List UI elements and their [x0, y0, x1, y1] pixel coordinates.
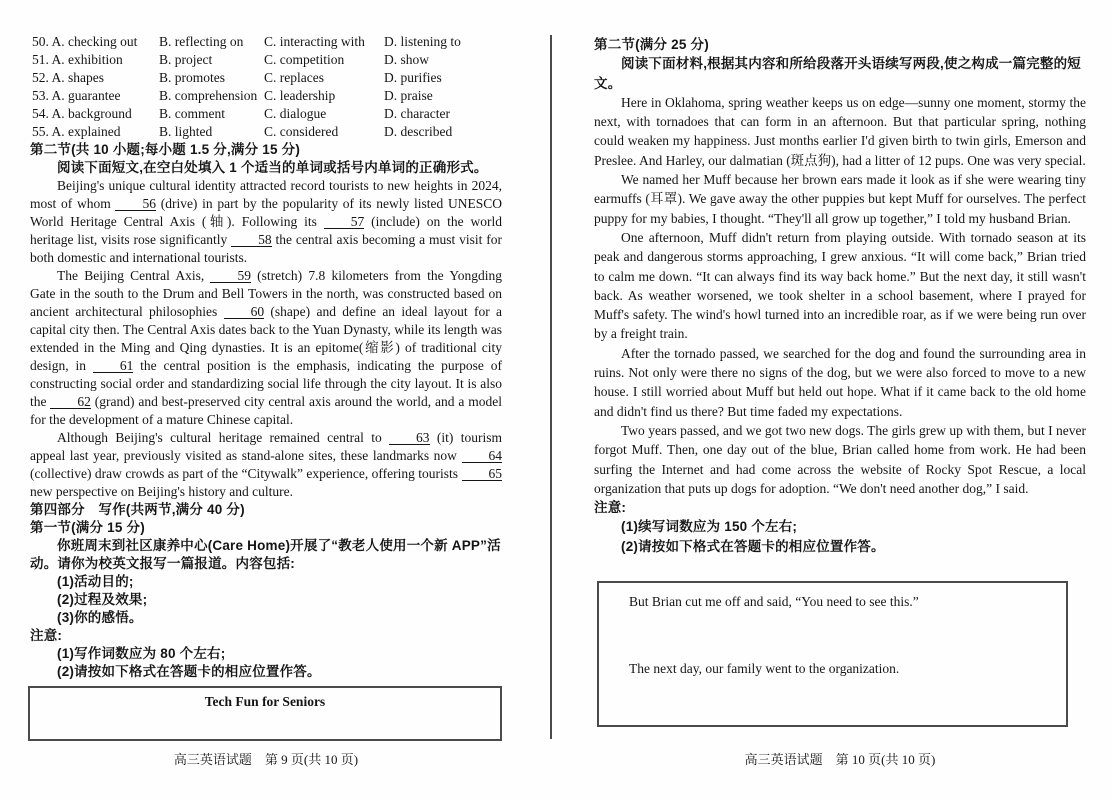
option-cell: C. interacting with — [264, 34, 365, 49]
option-cell: D. purifies — [384, 70, 442, 85]
notice-item: (1)续写词数应为 150 个左右; — [621, 519, 798, 535]
part4-section1-heading: 第一节(满分 15 分) — [30, 520, 145, 535]
options-row — [32, 51, 502, 69]
cloze-paragraph: Beijing's unique cultural identity attracted record tourists to new heights in 2024, most of whom 56 (drive) in part by the popularity of its newly listed UNESCO World Heritage Central Axis (轴). Following its 57 (include) on the world heritage list, visits rose significantly 58 the central axis becoming a must visit for both domestic and international tourists. — [30, 178, 502, 265]
task-point: (1)活动目的; — [57, 574, 134, 589]
cloze-passage — [30, 177, 502, 501]
notice-label-right: 注意: — [594, 500, 627, 516]
section2-heading: 第二节(共 10 小题;每小题 1.5 分,满分 15 分) — [30, 142, 301, 157]
option-cell: D. listening to — [384, 34, 461, 49]
option-cell: C. dialogue — [264, 106, 327, 121]
blank-57: 57 — [324, 215, 365, 229]
option-cell: 54. A. background — [32, 106, 132, 121]
page-10 — [594, 35, 1086, 556]
blank-58: 58 — [231, 233, 272, 247]
story-paragraph: Two years passed, and we got two new dogs. The girls grew up with them, but I never forgot Muff. Then, one day out of the blue, Brian called home from work. He had been surfing the Internet and had come across the website of Rocky Spot Rescue, a local organization that puts up dogs for adoption. “We don't need another dog,” I said. — [594, 422, 1086, 496]
option-cell: B. comment — [159, 106, 225, 121]
options-row — [32, 105, 502, 123]
blank-56: 56 — [115, 197, 156, 211]
notice-item: (1)写作词数应为 80 个左右; — [57, 646, 226, 661]
blank-59: 59 — [210, 269, 251, 283]
section2-instruction: 阅读下面短文,在空白处填入 1 个适当的单词或括号内单词的正确形式。 — [57, 160, 488, 175]
notice-items-right — [594, 517, 1086, 556]
option-cell: D. described — [384, 124, 453, 139]
option-cell: C. considered — [264, 124, 339, 139]
cloze-options-grid — [32, 33, 502, 141]
continuation-instruction: 阅读下面材料,根据其内容和所给段落开头语续写两段,使之构成一篇完整的短文。 — [594, 56, 1082, 91]
blank-61: 61 — [93, 359, 134, 373]
notice-item: (2)请按如下格式在答题卡的相应位置作答。 — [57, 664, 321, 679]
page-9 — [30, 33, 502, 681]
writing-task-intro: 你班周末到社区康养中心(Care Home)开展了“教老人使用一个新 APP”活动。请你为校英文报写一篇报道。内容包括: — [30, 538, 501, 571]
continuation-opening-line-2: The next day, our family went to the organization. — [629, 661, 900, 676]
options-row — [32, 69, 502, 87]
task-point: (2)过程及效果; — [57, 592, 148, 607]
writing-task-points — [30, 573, 502, 627]
option-cell: C. leadership — [264, 88, 336, 103]
blank-60: 60 — [224, 305, 265, 319]
notice-item: (2)请按如下格式在答题卡的相应位置作答。 — [621, 538, 885, 554]
option-cell: C. competition — [264, 52, 345, 67]
notice-label: 注意: — [30, 628, 63, 643]
blank-65: 65 — [462, 467, 503, 481]
task-point: (3)你的感悟。 — [57, 610, 143, 625]
continuation-opening-line-1: But Brian cut me off and said, “You need to see this.” — [629, 594, 919, 609]
option-cell: 50. A. checking out — [32, 34, 138, 49]
option-cell: D. praise — [384, 88, 433, 103]
section2-heading-right: 第二节(满分 25 分) — [594, 37, 709, 52]
story-paragraph: One afternoon, Muff didn't return from playing outside. With tornado season at its peak and dangerous storms approaching, I grew anxious. “It will come back,” Brian tried to calm me down. “It can always find its way back home.” But the next day, it still wasn't back. As weather worsened, we took shelter in a school basement, where I prayed for Muff's safety. The wind's howl turned into an incredible roar, as if we were being run over by a freight train. — [594, 229, 1086, 342]
blank-62: 62 — [50, 395, 91, 409]
story-paragraph: Here in Oklahoma, spring weather keeps us on edge—sunny one moment, stormy the next, with tornadoes that can form in an afternoon. But that particular spring, nothing could weaken my happiness. Just months earlier I'd given birth to twin girls, Emerson and Preslee. And Harley, our dalmatian (斑点狗), had a litter of 12 pups. One was very special. — [594, 94, 1086, 168]
story-paragraph: After the tornado passed, we searched for the dog and found the surrounding area in ruins. Not only were there no signs of the dog, but we were also forced to move to a new house. I still worried about Muff but held out hope. What if it came back to the old home and didn't find us there? But time faded my expectations. — [594, 345, 1086, 419]
option-cell: B. project — [159, 52, 213, 67]
option-cell: B. reflecting on — [159, 34, 244, 49]
option-cell: 55. A. explained — [32, 124, 121, 139]
option-cell: D. show — [384, 52, 430, 67]
option-cell: 51. A. exhibition — [32, 52, 123, 67]
options-row — [32, 123, 502, 141]
option-cell: B. lighted — [159, 124, 213, 139]
page-9-footer: 高三英语试题 第 9 页(共 10 页) — [173, 752, 359, 767]
blank-64: 64 — [462, 449, 503, 463]
part4-heading: 第四部分 写作(共两节,满分 40 分) — [30, 502, 245, 517]
options-row — [32, 33, 502, 51]
option-cell: B. promotes — [159, 70, 225, 85]
option-cell: B. comprehension — [159, 88, 258, 103]
page-10-footer: 高三英语试题 第 10 页(共 10 页) — [744, 752, 936, 767]
option-cell: 52. A. shapes — [32, 70, 104, 85]
notice-items — [30, 645, 502, 681]
page-divider-line — [550, 35, 552, 739]
story-passage — [594, 93, 1086, 498]
blank-63: 63 — [389, 431, 430, 445]
option-cell: C. replaces — [264, 70, 324, 85]
answer-format-box-continuation — [597, 581, 1068, 727]
cloze-paragraph: Although Beijing's cultural heritage remained central to 63 (it) tourism appeal last year, previously visited as stand-alone sites, these landmarks now 64 (collective) draw crowds as part of the “Citywalk” experience, offering tourists 65 new perspective on Beijing's history and culture. — [30, 430, 502, 499]
cloze-paragraph: The Beijing Central Axis, 59 (stretch) 7.8 kilometers from the Yongding Gate in the south to the Drum and Bell Towers in the north, was constructed based on ancient architectural philosophies 60 (shape) and define an ideal layout for a capital city then. The Central Axis dates back to the Yuan Dynasty, while its length was extended in the Ming and Qing dynasties. It is an epitome(缩影) of traditional city design, in 61 the central position is the emphasis, indicating the purpose of constructing social order and standardizing social life through the city layout. It is also the 62 (grand) and best-preserved city central axis around the world, and a model for the development of a mature Chinese capital. — [30, 268, 503, 427]
option-cell: 53. A. guarantee — [32, 88, 121, 103]
option-cell: D. character — [384, 106, 450, 121]
options-row — [32, 87, 502, 105]
story-paragraph: We named her Muff because her brown ears made it look as if she were wearing tiny earmuffs (耳罩). We gave away the other puppies but kept Muff for ourselves. The perfect puppy for my babies, I thought. “They'll all grow up together,” I told my husband Brian. — [594, 172, 1086, 226]
answer-format-box-report — [28, 686, 502, 741]
report-title: Tech Fun for Seniors — [204, 694, 326, 709]
